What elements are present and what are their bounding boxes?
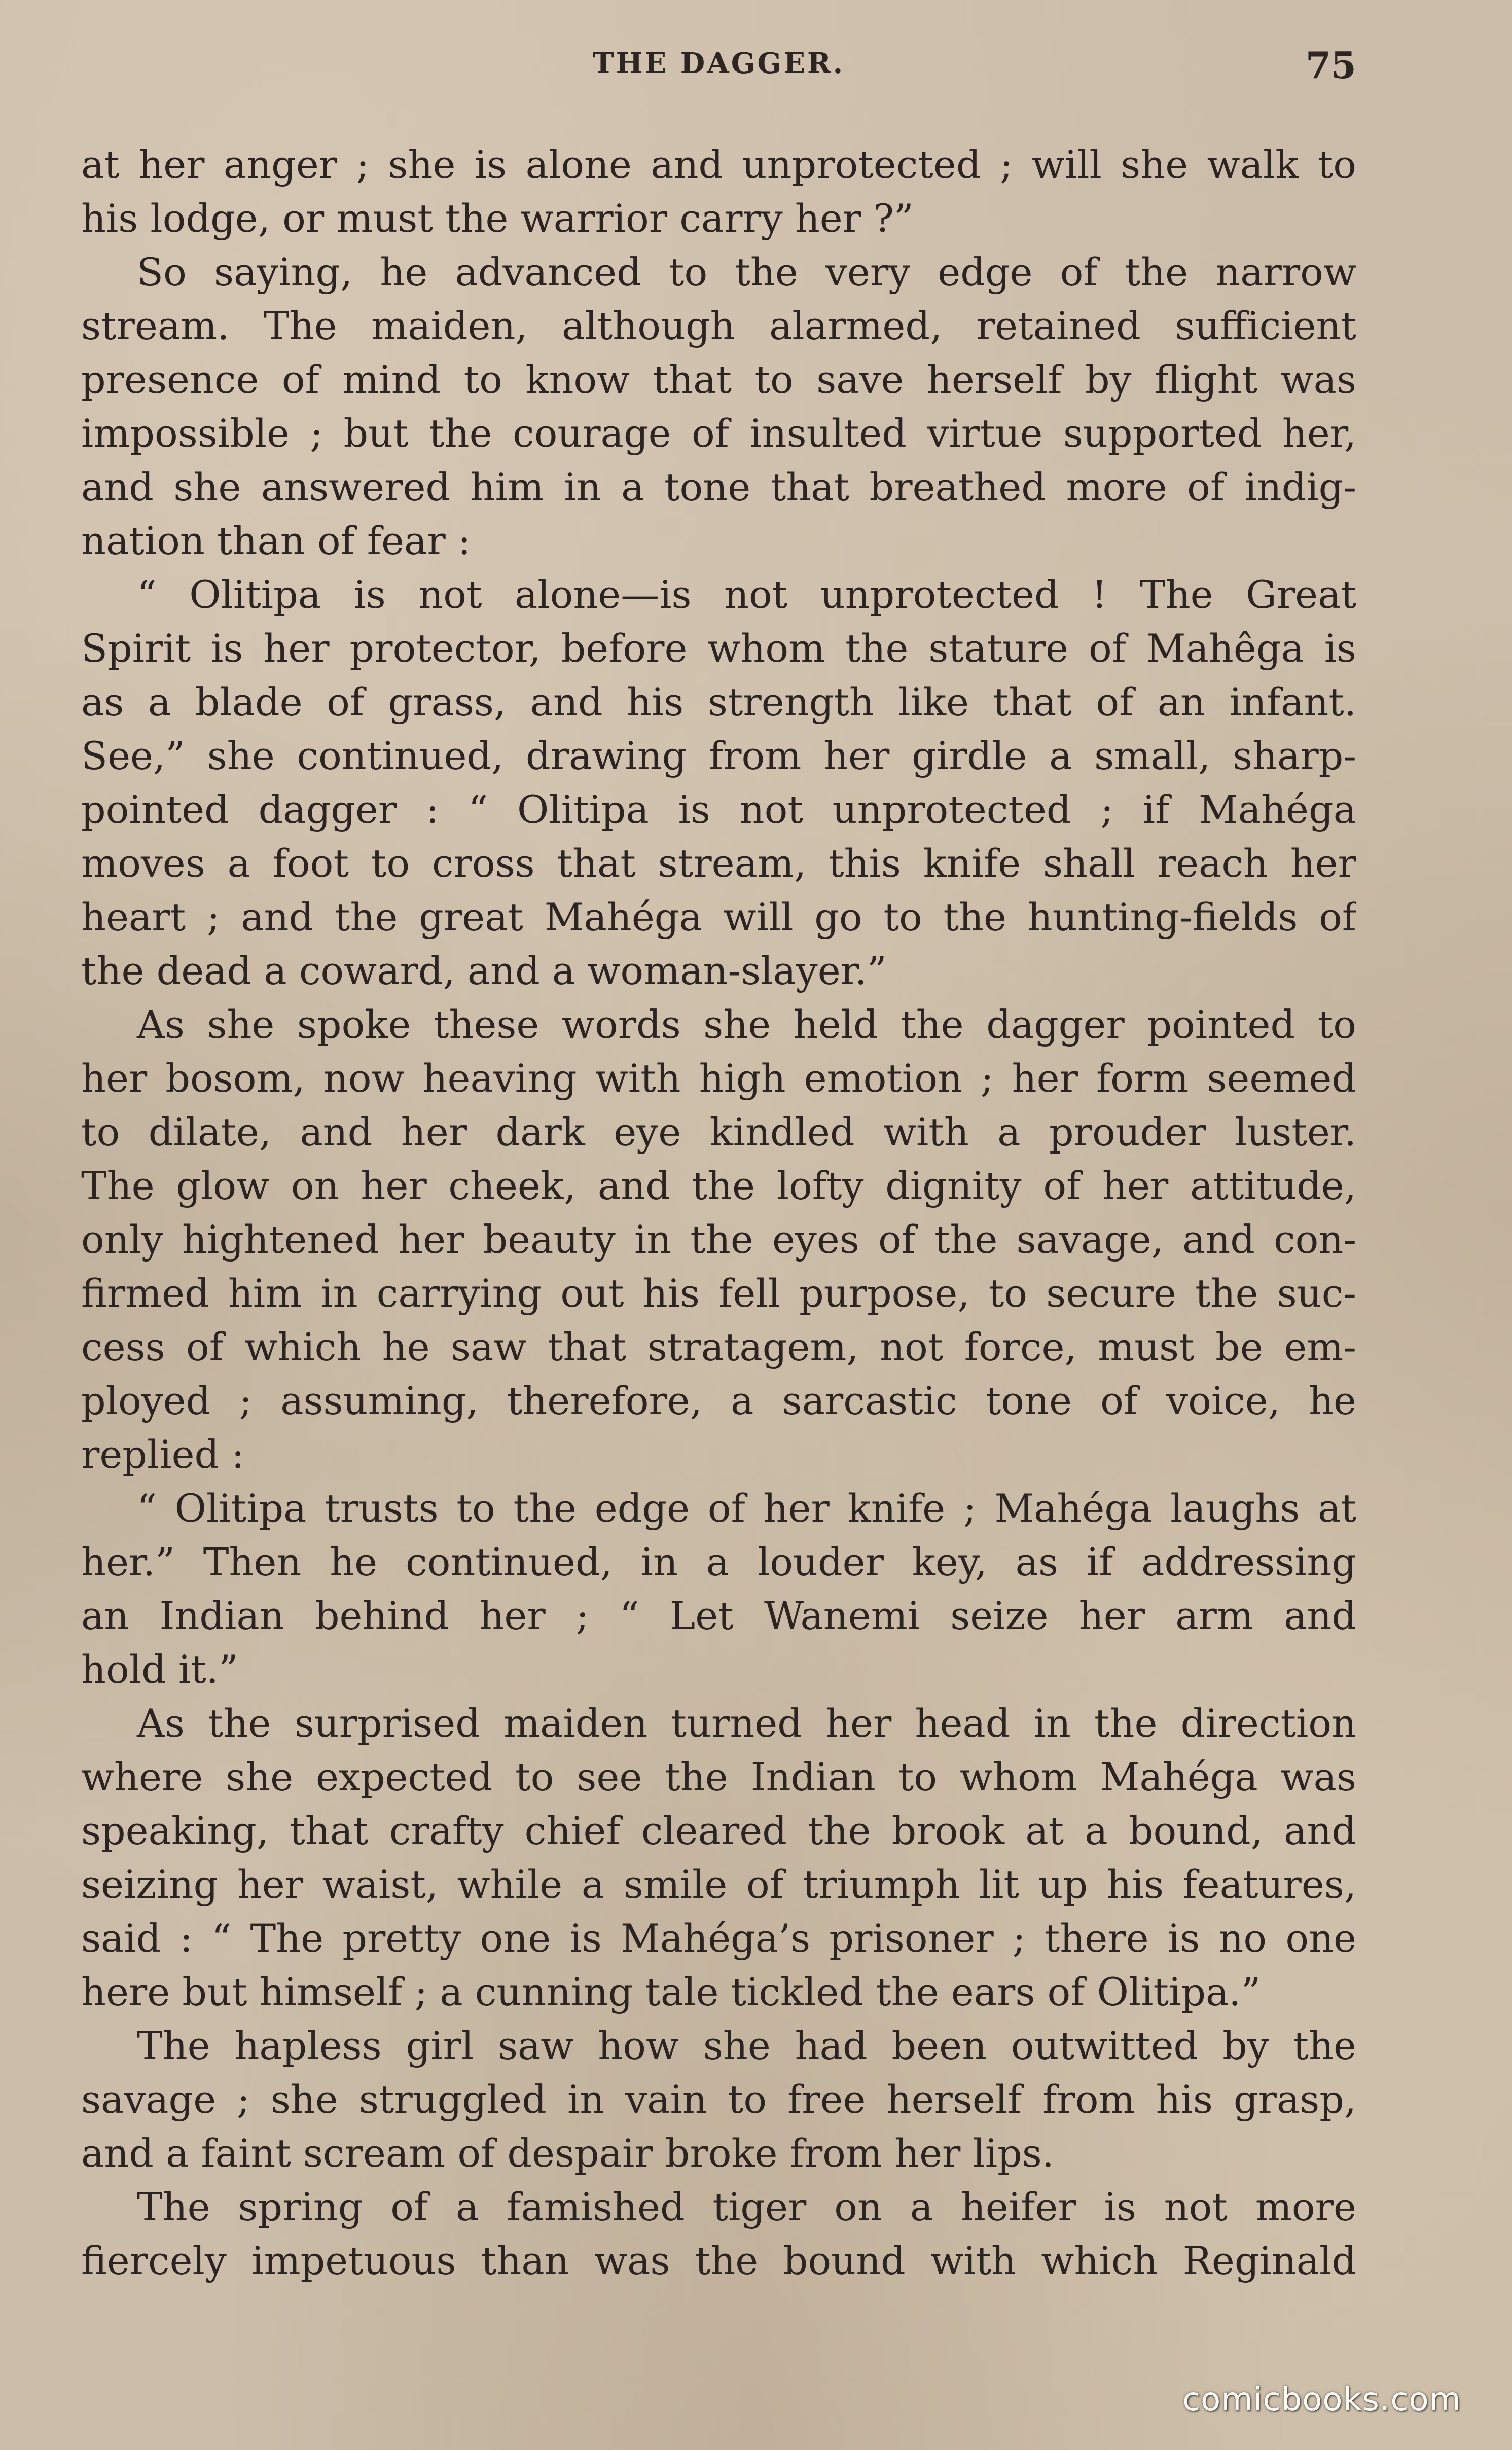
text-line: See,” she continued, drawing from her girdle a small, sharp-: [81, 733, 1356, 778]
text-line: her.” Then he continued, in a louder key, as if addressing: [81, 1539, 1356, 1584]
text-line: and a faint scream of despair broke from her lips.: [81, 2131, 1054, 2176]
text-line: The glow on her cheek, and the lofty dignity of her attitude,: [81, 1163, 1356, 1208]
text-line: fiercely impetuous than was the bound with which Reginald: [81, 2238, 1356, 2283]
running-head: THE DAGGER.: [592, 47, 845, 80]
body-text: [81, 138, 1356, 2288]
text-line: heart ; and the great Mahéga will go to the hunting-fields of: [81, 894, 1356, 940]
text-line: As the surprised maiden turned her head in the direction: [137, 1701, 1356, 1746]
text-line: here but himself ; a cunning tale tickled the ears of Olitipa.”: [81, 1969, 1261, 2014]
page-number: 75: [1305, 44, 1356, 87]
text-line: “ Olitipa trusts to the edge of her knife ; Mahéga laughs at: [137, 1486, 1356, 1531]
text-line: said : “ The pretty one is Mahéga’s prisoner ; there is no one: [81, 1916, 1356, 1961]
text-line: her bosom, now heaving with high emotion ; her form seemed: [81, 1056, 1356, 1101]
text-line: impossible ; but the courage of insulted virtue supported her,: [81, 411, 1356, 456]
text-line: the dead a coward, and a woman-slayer.”: [81, 948, 887, 993]
text-line: cess of which he saw that stratagem, not force, must be em-: [81, 1324, 1356, 1370]
text-line: his lodge, or must the warrior carry her ?”: [81, 196, 914, 241]
text-line: and she answered him in a tone that breathed more of indig-: [81, 464, 1356, 510]
text-line: seizing her waist, while a smile of triumph lit up his features,: [81, 1862, 1356, 1907]
text-line: moves a foot to cross that stream, this knife shall reach her: [81, 841, 1356, 886]
text-line: at her anger ; she is alone and unprotected ; will she walk to: [81, 142, 1356, 187]
text-line: The hapless girl saw how she had been outwitted by the: [137, 2023, 1356, 2068]
text-line: to dilate, and her dark eye kindled with a prouder luster.: [81, 1109, 1356, 1155]
text-line: only hightened her beauty in the eyes of the savage, and con-: [81, 1217, 1356, 1262]
text-line: hold it.”: [81, 1647, 238, 1692]
text-line: savage ; she struggled in vain to free herself from his grasp,: [81, 2077, 1356, 2122]
text-line: So saying, he advanced to the very edge of the narrow: [137, 249, 1356, 295]
text-line: stream. The maiden, although alarmed, retained sufficient: [81, 303, 1356, 348]
text-line: The spring of a famished tiger on a heifer is not more: [137, 2184, 1356, 2229]
text-line: presence of mind to know that to save herself by flight was: [81, 357, 1356, 402]
text-line: replied :: [81, 1432, 244, 1477]
text-line: firmed him in carrying out his fell purpose, to secure the suc-: [81, 1271, 1356, 1316]
text-line: “ Olitipa is not alone—is not unprotected ! The Great: [137, 572, 1356, 617]
text-line: As she spoke these words she held the dagger pointed to: [137, 1002, 1356, 1047]
text-line: ployed ; assuming, therefore, a sarcastic tone of voice, he: [81, 1378, 1356, 1423]
text-line: nation than of fear :: [81, 518, 471, 563]
text-line: an Indian behind her ; “ Let Wanemi seize her arm and: [81, 1593, 1356, 1638]
text-line: as a blade of grass, and his strength like that of an infant.: [81, 679, 1356, 725]
text-line: where she expected to see the Indian to whom Mahéga was: [81, 1754, 1356, 1799]
text-line: pointed dagger : “ Olitipa is not unprotected ; if Mahéga: [81, 787, 1356, 832]
text-line: speaking, that crafty chief cleared the brook at a bound, and: [81, 1808, 1356, 1853]
text-line: Spirit is her protector, before whom the stature of Mahêga is: [81, 626, 1356, 671]
watermark-logo: comicbooks.com: [1182, 2381, 1461, 2419]
page-header: [81, 44, 1356, 92]
